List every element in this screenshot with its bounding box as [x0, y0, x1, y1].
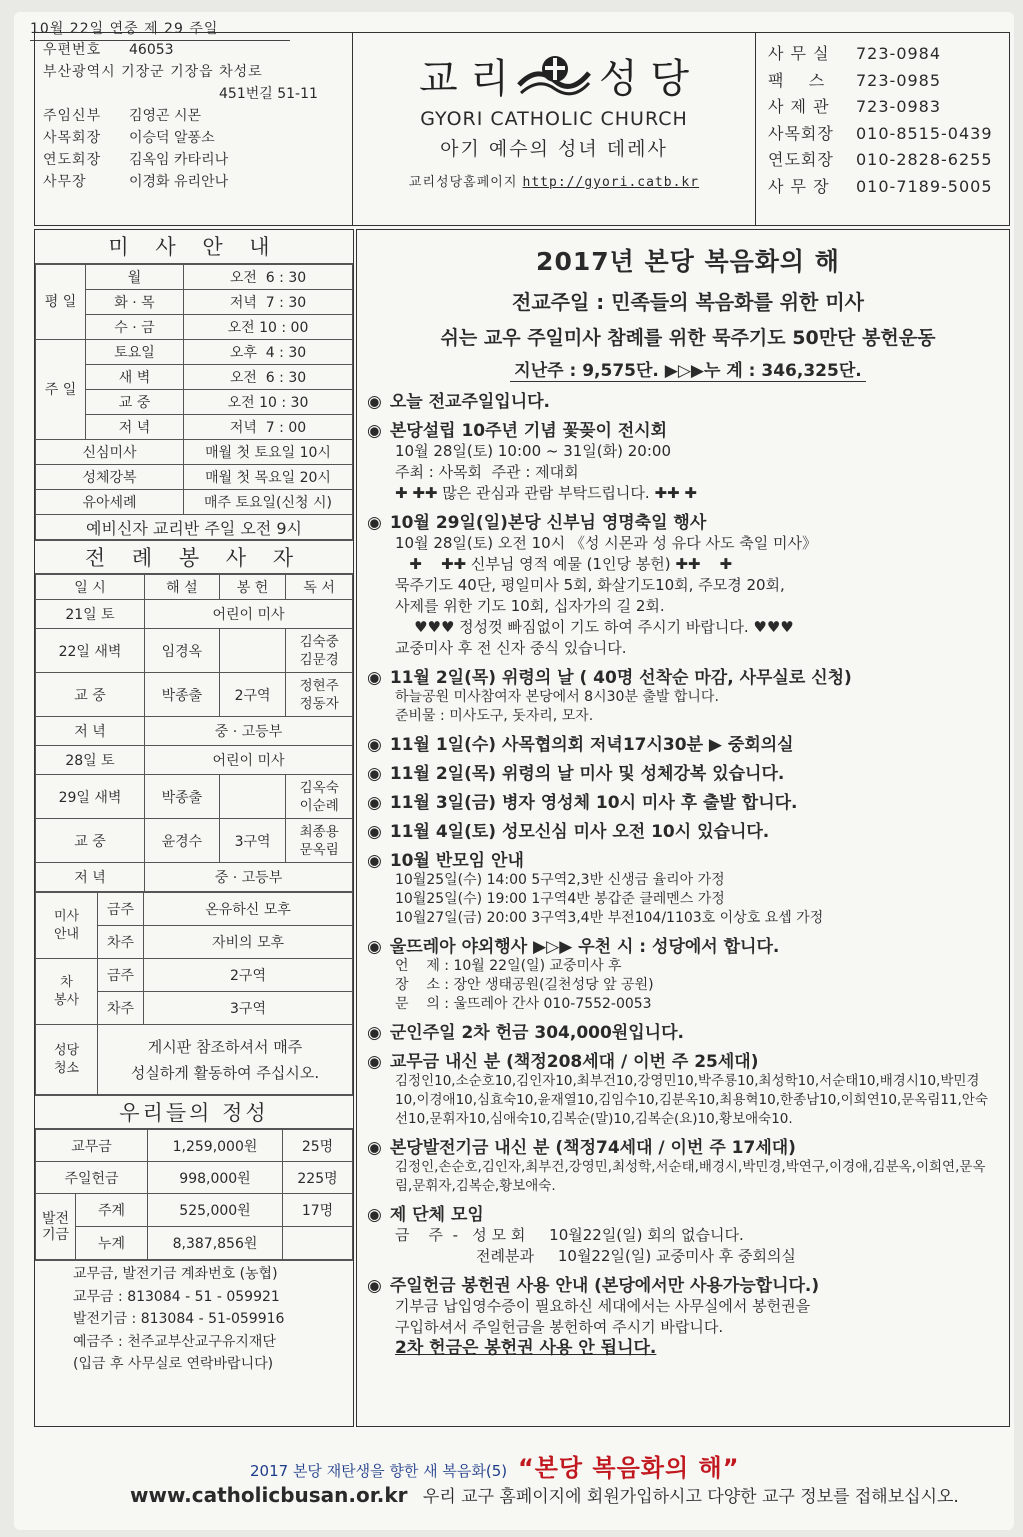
intention-week: 금주	[98, 893, 144, 926]
account-line: (입금 후 사무실로 연락바랍니다)	[73, 1356, 274, 1372]
notice-line: 언 제 : 10월 22일(일) 교중미사 후	[395, 958, 622, 974]
rosary-campaign-subtitle: 쉬는 교우 주일미사 참례를 위한 묵주기도 50만단 봉헌운동	[440, 327, 936, 349]
development-amount: 8,387,856원	[148, 1227, 283, 1260]
church-info-row	[43, 39, 344, 61]
homepage-line	[353, 171, 755, 190]
server-date: 교 중	[36, 819, 145, 863]
contact-label: 팩 스	[768, 70, 826, 90]
church-info-row	[43, 171, 344, 193]
footer-website-line	[130, 1482, 959, 1507]
notice-line: 10월 28일(토) 오전 10시 《성 시몬과 성 유다 사도 축일 미사》	[395, 534, 817, 552]
server-group: 어린이 미사	[145, 600, 353, 629]
server-date: 21일 토	[36, 600, 145, 629]
notice-heading-text: 11월 1일(수) 사목협의회 저녁17시30분 ▶ 중회의실	[389, 735, 794, 755]
notice-heading	[367, 1271, 1009, 1296]
offertory	[219, 775, 286, 819]
church-info-key: 주임신부	[43, 108, 102, 124]
notice-line: 전례분과 10월22일(일) 교중미사 후 중회의실	[395, 1247, 796, 1265]
development-count	[283, 1227, 353, 1260]
church-info-row	[43, 61, 344, 83]
offering-label: 교무금	[36, 1130, 148, 1162]
notice-heading-text: 11월 3일(금) 병자 영성체 10시 미사 후 출발 합니다.	[389, 793, 798, 813]
notice-line: ✚ ✚✚ 많은 관심과 관람 부탁드립니다. ✚✚ ✚	[395, 484, 697, 502]
servers-table	[35, 574, 353, 892]
cleaning-label: 성당 청소	[36, 1025, 98, 1095]
church-info-key: 부산광역시 기장군 기장읍 차성로	[43, 64, 263, 80]
footer-slogan-line	[250, 1448, 739, 1483]
notice-heading	[367, 663, 1009, 688]
sidebar	[34, 229, 354, 1427]
notice-heading-text: 11월 2일(목) 위령의 날 ( 40명 선착순 마감, 사무실로 신청)	[389, 668, 852, 688]
church-info-value: 451번길 51-11	[219, 86, 318, 102]
special-mass-label: 성체강복	[36, 465, 184, 490]
server-date: 29일 새벽	[36, 775, 145, 819]
account-line: 교무금 : 813084 - 51 - 059921	[73, 1288, 280, 1305]
notice-heading-text: 11월 2일(목) 위령의 날 미사 및 성체강복 있습니다.	[389, 764, 785, 784]
catechumen-class: 예비신자 교리반 주일 오전 9시	[36, 515, 353, 540]
notice-line: 구입하셔서 주일헌금을 봉헌하여 주시기 바랍니다.	[395, 1318, 724, 1336]
offering-count: 25명	[283, 1130, 353, 1162]
special-mass-label: 신심미사	[36, 440, 184, 465]
reader-1: 김옥숙	[299, 779, 339, 796]
special-mass-value: 매월 첫 토요일 10시	[184, 440, 353, 465]
church-info-key	[43, 83, 213, 105]
mass-day: 교 중	[86, 390, 184, 415]
church-info	[35, 33, 353, 225]
notice-line: 주최 : 사목회 주관 : 제대회	[395, 463, 579, 481]
church-info-value: 김영곤 시몬	[129, 108, 202, 124]
notice-heading	[367, 1018, 1009, 1043]
mass-day: 화 · 목	[86, 290, 184, 315]
church-info-row	[43, 83, 344, 105]
bullet-icon: ◉	[367, 392, 382, 412]
contact-number: 010-7189-5005	[856, 176, 993, 196]
church-info-row	[43, 105, 344, 127]
notice-line: 김정인10,소순호10,김인자10,최부건10,강영민10,박주룡10,최성학10,서순태10,배경시10,박민경10,이경애10,심효숙10,윤재열10,김임수10,김분옥10,최용혁10,한종남10,이희연10,문옥림11,안숙선10,문휘자10,심애숙10,김복순(말)10,김복순(요)10,황보애숙10.	[395, 1073, 988, 1127]
contact-row	[768, 147, 1011, 174]
notice-item	[367, 1200, 1009, 1267]
mass-schedule-table	[35, 264, 353, 540]
notice-item	[367, 1047, 1009, 1129]
notice-heading	[367, 387, 1009, 412]
notice-heading-text: 10월 29일(일)본당 신부님 영명축일 행사	[389, 513, 707, 533]
reader-cell	[286, 775, 353, 819]
mass-time: 오전 10 : 00	[184, 315, 353, 340]
bullet-icon: ◉	[367, 1023, 382, 1043]
notice-line: 김정인,손순호,김인자,최부건,강영민,최성학,서순태,배경시,박민경,박연구,이경애,김분옥,이희연,문옥림,문휘자,김복순,황보애숙.	[395, 1159, 986, 1194]
notice-heading	[367, 932, 1009, 957]
contact-number: 723-0985	[856, 70, 942, 90]
notice-item	[367, 663, 1009, 726]
notice-heading	[367, 759, 1009, 784]
notice-list	[367, 387, 1009, 1359]
reader-2: 정동자	[299, 695, 339, 712]
intention-value: 자비의 모후	[144, 926, 353, 959]
bullet-icon: ◉	[367, 793, 382, 813]
offerings-table	[35, 1129, 353, 1260]
server-date: 22일 새벽	[36, 629, 145, 673]
notice-item	[367, 932, 1009, 1014]
notice-heading	[367, 508, 1009, 533]
bullet-icon: ◉	[367, 513, 382, 533]
tea-value: 2구역	[144, 959, 353, 992]
notice-item	[367, 508, 1009, 659]
issue-date: 10월 22일 연중 제 29 주일	[30, 18, 290, 41]
commentator: 임경옥	[145, 629, 220, 673]
tea-week: 차주	[98, 992, 144, 1025]
homepage-link[interactable]: http://gyori.catb.kr	[522, 175, 700, 190]
contact-number: 010-2828-6255	[856, 150, 993, 169]
notice-line: 문 의 : 울뜨레아 간사 010-7552-0053	[395, 996, 652, 1012]
logo-text-left: 교 리	[419, 56, 509, 102]
servers-header: 봉 헌	[219, 575, 286, 600]
header	[34, 32, 1010, 226]
bullet-icon: ◉	[367, 937, 382, 957]
contact-row	[768, 41, 1011, 68]
weekday-label: 평 일	[36, 265, 86, 340]
offering-label: 주일헌금	[36, 1162, 148, 1194]
notice-line: 교중미사 후 전 신자 중식 있습니다.	[395, 639, 627, 657]
notice-heading	[367, 817, 1009, 842]
notice-heading	[367, 1133, 1009, 1158]
notice-line: 사제를 위한 기도 10회, 십자가의 길 2회.	[395, 597, 665, 615]
notice-item	[367, 759, 1009, 784]
server-group: 중 · 고등부	[145, 717, 353, 746]
commentator: 박종출	[145, 775, 220, 819]
tea-week: 금주	[98, 959, 144, 992]
main-title: 2017년 본당 복음화의 해	[536, 247, 840, 276]
reader-1: 김숙중	[299, 633, 339, 650]
notice-line: 묵주기도 40단, 평일미사 5회, 화살기도10회, 주모경 20회,	[395, 576, 785, 594]
rosary-count-text: 지난주 : 9,575단. ▶▷▶누 계 : 346,325단.	[510, 361, 865, 382]
bullet-icon: ◉	[367, 735, 382, 755]
notice-line: 10월25일(수) 19:00 1구역4반 봉갑준 클레멘스 가정	[395, 891, 725, 907]
contact-label: 연도회장	[768, 150, 834, 169]
notice-heading-text: 11월 4일(토) 성모신심 미사 오전 10시 있습니다.	[389, 822, 770, 842]
notice-heading-text: 울뜨레아 야외행사 ▶▷▶ 우천 시 : 성당에서 합니다.	[389, 937, 780, 957]
servers-title: 전 례 봉 사 자	[35, 540, 353, 574]
development-amount: 525,000원	[148, 1194, 283, 1227]
contact-label: 사 무 장	[768, 176, 830, 196]
offering-count: 225명	[283, 1162, 353, 1194]
special-mass-value: 매월 첫 목요일 20시	[184, 465, 353, 490]
mass-day: 새 벽	[86, 365, 184, 390]
notice-heading	[367, 416, 1009, 441]
mass-time: 오전 6 : 30	[184, 265, 353, 290]
diocese-website-link[interactable]: www.catholicbusan.or.kr	[130, 1483, 408, 1507]
sunday-label: 주 일	[36, 340, 86, 440]
reader-1: 최종용	[299, 823, 339, 840]
notice-heading-text: 군인주일 2차 헌금 304,000원입니다.	[389, 1023, 684, 1043]
notice-item	[367, 1271, 1009, 1359]
masthead	[353, 33, 755, 225]
reader-2: 이순례	[299, 797, 339, 814]
mass-day: 수 · 금	[86, 315, 184, 340]
rosary-count	[367, 356, 1009, 381]
server-date: 저 녁	[36, 863, 145, 892]
contact-label: 사 무 실	[768, 44, 830, 63]
offering-amount: 998,000원	[148, 1162, 283, 1194]
contact-number: 010-8515-0439	[856, 123, 993, 143]
special-mass-value: 매주 토요일(신청 시)	[184, 490, 353, 515]
servers-header: 해 설	[145, 575, 220, 600]
notice-item	[367, 788, 1009, 813]
notice-line: 2차 헌금은 봉헌권 사용 안 됩니다.	[395, 1338, 657, 1358]
church-info-key: 사목회장	[43, 130, 102, 146]
notice-line: 준비물 : 미사도구, 돗자리, 모자.	[395, 708, 594, 724]
offertory: 3구역	[219, 819, 286, 863]
server-date: 28일 토	[36, 746, 145, 775]
server-group: 중 · 고등부	[145, 863, 353, 892]
notice-heading-text: 오늘 전교주일입니다.	[389, 392, 551, 412]
bullet-icon: ◉	[367, 764, 382, 784]
contact-number: 723-0983	[856, 97, 942, 116]
notice-heading-text: 본당설립 10주년 기념 꽃꽂이 전시회	[389, 421, 668, 441]
contact-row	[768, 174, 1011, 201]
notice-heading-text: 제 단체 모임	[389, 1205, 484, 1225]
tea-value: 3구역	[144, 992, 353, 1025]
contact-row	[768, 94, 1011, 121]
notice-heading-text: 본당발전기금 내신 분 (책정74세대 / 이번 주 17세대)	[389, 1138, 796, 1158]
church-info-row	[43, 149, 344, 171]
development-count: 17명	[283, 1194, 353, 1227]
notice-item	[367, 1133, 1009, 1196]
development-fund-label: 발전기금	[36, 1194, 76, 1260]
reader-cell	[286, 629, 353, 673]
notice-line: 장 소 : 장안 생태공원(길천성당 앞 공원)	[395, 977, 654, 993]
notice-item	[367, 387, 1009, 412]
mass-intention-label: 미사 안내	[36, 893, 98, 959]
contact-number: 723-0984	[856, 44, 942, 63]
offertory: 2구역	[219, 673, 286, 717]
mass-time: 저녁 7 : 30	[184, 290, 353, 315]
servers-header: 일 시	[36, 575, 145, 600]
mass-day: 월	[86, 265, 184, 290]
notice-line: 10월27일(금) 20:00 3구역3,4반 부전104/1103호 이상호 요셉 가정	[395, 910, 824, 926]
mass-time: 오전 10 : 30	[184, 390, 353, 415]
contact-row	[768, 68, 1011, 95]
notice-line: 10월25일(수) 14:00 5구역2,3반 신생금 율리아 가정	[395, 872, 725, 888]
intention-week: 차주	[98, 926, 144, 959]
reader-cell	[286, 819, 353, 863]
development-period: 주계	[76, 1194, 148, 1227]
bullet-icon: ◉	[367, 668, 382, 688]
account-line: 발전기금 : 813084 - 51-059916	[73, 1311, 285, 1327]
offerings-title: 우리들의 정성	[35, 1095, 353, 1129]
server-date: 저 녁	[36, 717, 145, 746]
main-notices	[356, 229, 1010, 1427]
logo-text-right: 성 당	[599, 56, 689, 102]
church-info-value: 이승덕 알퐁소	[129, 130, 215, 146]
church-info-value: 김옥임 카타리나	[129, 152, 229, 168]
notice-heading-text: 10월 반모임 안내	[389, 851, 524, 871]
bullet-icon: ◉	[367, 1205, 382, 1225]
reader-2: 김문경	[299, 651, 339, 668]
account-line: 교무금, 발전기금 계좌번호 (농협)	[73, 1266, 278, 1282]
cross-emblem-icon	[515, 51, 593, 101]
reader-1: 정현주	[299, 677, 339, 694]
notice-item	[367, 817, 1009, 842]
tea-service-label: 차 봉사	[36, 959, 98, 1025]
notice-item	[367, 846, 1009, 928]
notice-heading	[367, 730, 1009, 755]
mass-time: 오전 6 : 30	[184, 365, 353, 390]
bullet-icon: ◉	[367, 1052, 382, 1072]
notice-heading	[367, 788, 1009, 813]
reader-2: 문옥림	[299, 841, 339, 858]
notice-line: 10월 28일(토) 10:00 ~ 31일(화) 20:00	[395, 442, 671, 460]
account-info	[35, 1260, 353, 1376]
bullet-icon: ◉	[367, 1138, 382, 1158]
mass-day: 저 녁	[86, 415, 184, 440]
commentator: 박종출	[145, 673, 220, 717]
notice-item	[367, 416, 1009, 504]
church-info-row	[43, 127, 344, 149]
homepage-label: 교리성당홈페이지	[408, 175, 518, 190]
service-table	[35, 892, 353, 1095]
cleaning-note: 게시판 참조하셔서 매주 성실하게 활동하여 주십시오.	[98, 1025, 353, 1095]
notice-item	[367, 730, 1009, 755]
contact-label: 사 제 관	[768, 97, 830, 116]
notice-line: 금 주 - 성 모 회 10월22일(일) 회의 없습니다.	[395, 1226, 744, 1244]
bullet-icon: ◉	[367, 822, 382, 842]
mass-time: 저녁 7 : 00	[184, 415, 353, 440]
mass-schedule-title: 미 사 안 내	[35, 230, 353, 264]
patron-saint: 아기 예수의 성녀 데레사	[440, 138, 668, 160]
offering-amount: 1,259,000원	[148, 1130, 283, 1162]
bullet-icon: ◉	[367, 1276, 382, 1296]
bullet-icon: ◉	[367, 851, 382, 871]
notice-line: 기부금 납입영수증이 필요하신 세대에서는 사무실에서 봉헌권을	[395, 1297, 811, 1315]
notice-heading-text: 주일헌금 봉헌권 사용 안내 (본당에서만 사용가능합니다.)	[389, 1276, 820, 1296]
mass-day: 토요일	[86, 340, 184, 365]
bullet-icon: ◉	[367, 421, 382, 441]
church-info-key: 우편번호	[43, 42, 102, 58]
mass-time: 오후 4 : 30	[184, 340, 353, 365]
church-english-name: GYORI CATHOLIC CHURCH	[420, 108, 688, 130]
commentator: 윤경수	[145, 819, 220, 863]
notice-line: 하늘공원 미사참여자 본당에서 8시30분 출발 합니다.	[395, 689, 719, 705]
church-info-value: 이경화 유리안나	[129, 174, 229, 190]
mission-sunday-subtitle: 전교주일 : 민족들의 복음화를 위한 미사	[512, 290, 864, 314]
church-logo	[353, 47, 755, 104]
footer-website-note: 우리 교구 홈페이지에 회원가입하시고 다양한 교구 정보를 접해보십시오.	[422, 1487, 959, 1507]
reader-cell	[286, 673, 353, 717]
footer-campaign: 2017 본당 재탄생을 향한 새 복음화(5)	[250, 1462, 508, 1480]
contact-list	[755, 33, 1011, 225]
special-mass-label: 유아세례	[36, 490, 184, 515]
notice-line: ♥♥♥ 정성껏 빠짐없이 기도 하여 주시기 바랍니다. ♥♥♥	[395, 618, 794, 636]
notice-item	[367, 1018, 1009, 1043]
server-group: 어린이 미사	[145, 746, 353, 775]
church-info-key: 연도회장	[43, 152, 102, 168]
church-info-value: 46053	[129, 42, 174, 58]
intention-value: 온유하신 모후	[144, 893, 353, 926]
notice-line: ✚ ✚✚ 신부님 영적 예물 (1인당 봉헌) ✚✚ ✚	[395, 555, 733, 573]
account-line: 예금주 : 천주교부산교구유지재단	[73, 1333, 276, 1350]
notice-heading	[367, 1047, 1009, 1072]
contact-row	[768, 121, 1011, 148]
servers-header: 독 서	[286, 575, 353, 600]
church-info-key: 사무장	[43, 174, 87, 190]
notice-heading	[367, 1200, 1009, 1225]
development-period: 누계	[76, 1227, 148, 1260]
server-date: 교 중	[36, 673, 145, 717]
notice-heading-text: 교무금 내신 분 (책정208세대 / 이번 주 25세대)	[389, 1052, 759, 1072]
notice-heading	[367, 846, 1009, 871]
contact-label: 사목회장	[768, 123, 834, 143]
offertory	[219, 629, 286, 673]
footer-slogan: “본당 복음화의 해”	[517, 1454, 740, 1482]
